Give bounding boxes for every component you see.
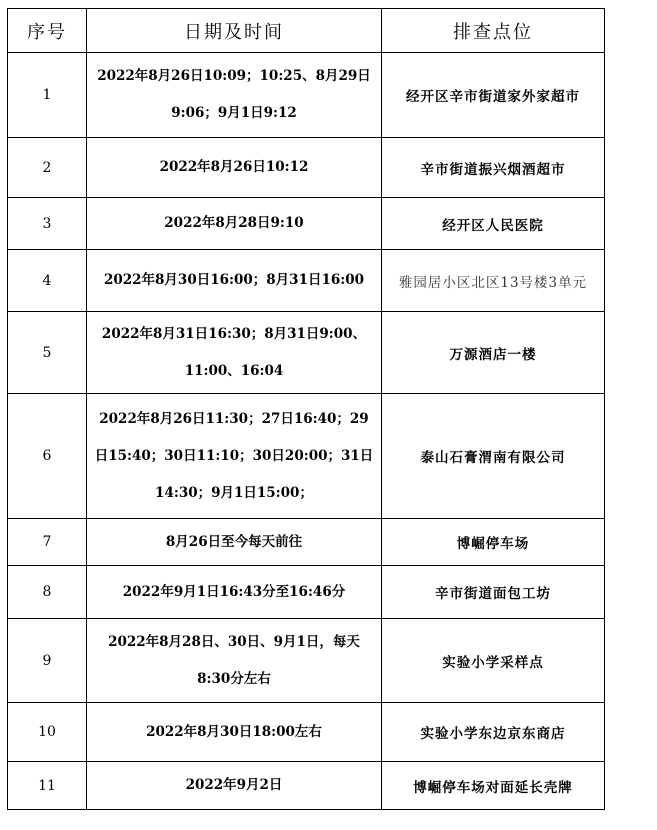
row-location: 博崛停车场: [382, 519, 605, 566]
row-time: 2022年8月26日11:30；27日16:40；29日15:40；30日11:10；30日20:00；31日14:30；9月1日15:00；: [87, 394, 382, 519]
header-time: 日期及时间: [87, 9, 382, 53]
row-no: 11: [8, 762, 87, 810]
table-row: [8, 198, 605, 250]
row-location: 辛市街道面包工坊: [382, 566, 605, 619]
row-time: 2022年8月26日10:09；10:25、8月29日9:06；9月1日9:12: [87, 53, 382, 138]
row-location: 经开区人民医院: [382, 198, 605, 250]
header-location: 排查点位: [382, 9, 605, 53]
row-time: 2022年8月30日18:00左右: [87, 703, 382, 762]
row-no: 7: [8, 519, 87, 566]
table-row: [8, 53, 605, 138]
row-no: 8: [8, 566, 87, 619]
row-location: 雅园居小区北区13号楼3单元: [382, 250, 605, 312]
row-no: 9: [8, 619, 87, 703]
row-time: 2022年9月1日16:43分至16:46分: [87, 566, 382, 619]
row-no: 5: [8, 312, 87, 394]
table-row: [8, 566, 605, 619]
row-time: 2022年8月28日、30日、9月1日，每天8:30分左右: [87, 619, 382, 703]
table-row: [8, 138, 605, 198]
table-row: [8, 703, 605, 762]
row-location: 泰山石膏渭南有限公司: [382, 394, 605, 519]
table-row: [8, 312, 605, 394]
row-no: 2: [8, 138, 87, 198]
table-row: [8, 250, 605, 312]
row-no: 6: [8, 394, 87, 519]
row-location: 经开区辛市街道家外家超市: [382, 53, 605, 138]
row-time: 2022年9月2日: [87, 762, 382, 810]
row-time: 2022年8月30日16:00；8月31日16:00: [87, 250, 382, 312]
row-time: 2022年8月31日16:30；8月31日9:00、11:00、16:04: [87, 312, 382, 394]
row-time: 2022年8月26日10:12: [87, 138, 382, 198]
table-row: [8, 762, 605, 810]
table-row: [8, 394, 605, 519]
row-time: 8月26日至今每天前往: [87, 519, 382, 566]
row-no: 4: [8, 250, 87, 312]
row-location: 万源酒店一楼: [382, 312, 605, 394]
row-no: 1: [8, 53, 87, 138]
row-location: 博崛停车场对面延长壳牌: [382, 762, 605, 810]
row-location: 实验小学采样点: [382, 619, 605, 703]
header-row: [8, 9, 605, 53]
row-location: 辛市街道振兴烟酒超市: [382, 138, 605, 198]
investigation-table: [7, 8, 605, 810]
table-row: [8, 619, 605, 703]
table-row: [8, 519, 605, 566]
header-no: 序号: [8, 9, 87, 53]
row-time: 2022年8月28日9:10: [87, 198, 382, 250]
row-no: 3: [8, 198, 87, 250]
row-location: 实验小学东边京东商店: [382, 703, 605, 762]
row-no: 10: [8, 703, 87, 762]
